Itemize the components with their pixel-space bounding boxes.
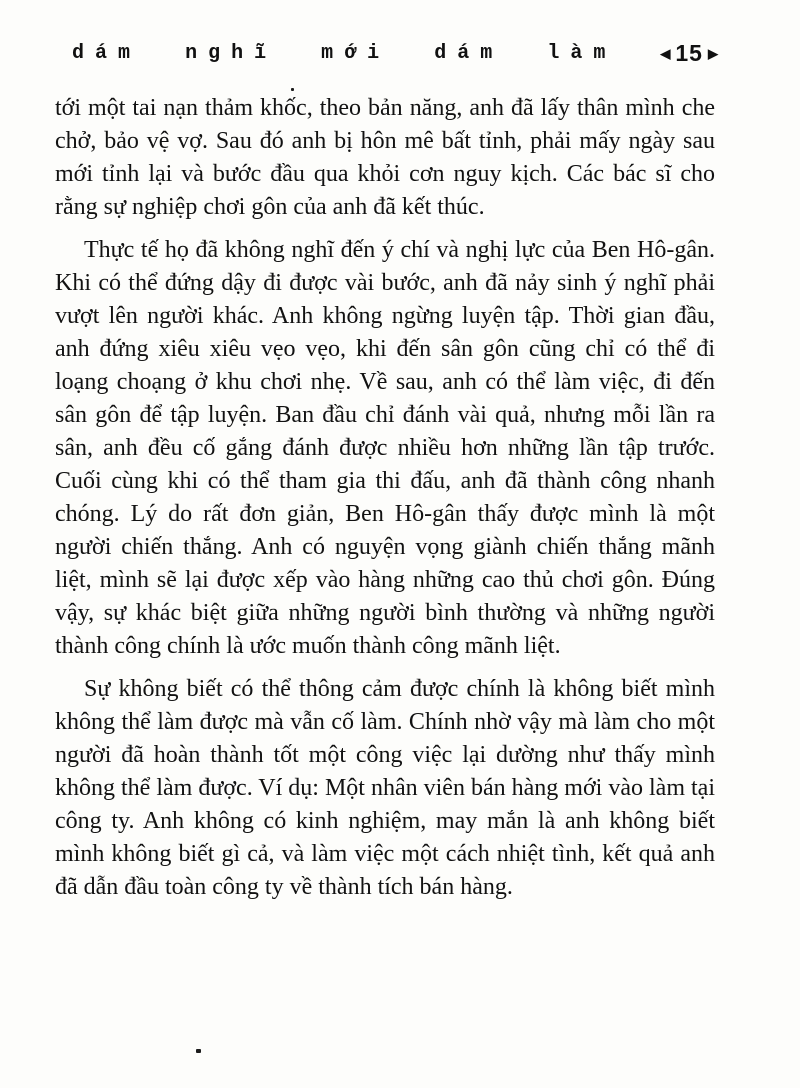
running-head-word: mới [321, 42, 391, 65]
left-triangle-icon: ◀ [660, 46, 671, 61]
scan-speck [291, 88, 294, 91]
running-head [72, 42, 718, 65]
paragraph-continuation: tới một tai nạn thảm khốc, theo bản năng, anh đã lấy thân mình che chở, bảo vệ vợ. Sau đó anh bị hôn mê bất tỉnh, phải mấy ngày sau mới tỉnh lại và bước đầu qua khỏi cơn nguy kịch. Các bác sĩ cho rằng sự nghiệp chơi gôn của anh đã kết thúc. [55, 95, 715, 220]
running-head-word: dám [434, 42, 504, 65]
paragraph: Sự không biết có thể thông cảm được chính là không biết mình không thể làm được mà vẫn cố làm. Chính nhờ vậy mà làm cho một người đã hoàn thành tốt một công việc lại dường như thấy mình không thể làm được. Ví dụ: Một nhân viên bán hàng mới vào làm tại công ty. Anh không có kinh nghiệm, may mắn là anh không biết mình không biết gì cả, và làm việc một cách nhiệt tình, kết quả anh đã dẫn đầu toàn công ty về thành tích bán hàng. [55, 676, 715, 900]
right-triangle-icon: ▶ [707, 46, 718, 61]
running-head-word: làm [547, 42, 617, 65]
page-number: 15 [675, 40, 703, 66]
page-body-text [55, 92, 715, 914]
paragraph: Thực tế họ đã không nghĩ đến ý chí và nghị lực của Ben Hô-gân. Khi có thể đứng dậy đi được vài bước, anh đã nảy sinh ý nghĩ phải vượt lên người khác. Anh không ngừng luyện tập. Thời gian đầu, anh đứng xiêu xiêu vẹo vẹo, khi đến sân gôn cũng chỉ có thể đi loạng choạng ở khu chơi nhẹ. Về sau, anh có thể làm việc, đi đến sân gôn để tập luyện. Ban đầu chỉ đánh vài quả, nhưng mỗi lần ra sân, anh đều cố gắng đánh được nhiều hơn những lần tập trước. Cuối cùng khi có thể tham gia thi đấu, anh đã thành công nhanh chóng. Lý do rất đơn giản, Ben Hô-gân thấy được mình là một người chiến thắng. Anh có nguyện vọng giành chiến thắng mãnh liệt, mình sẽ lại được xếp vào hàng những cao thủ chơi gôn. Đúng vậy, sự khác biệt giữa những người bình thường và những người thành công chính là ước muốn thành công mãnh liệt. [55, 237, 715, 659]
running-head-word: dám [72, 42, 142, 65]
page-number-group [660, 42, 718, 65]
scan-speck [196, 1049, 201, 1053]
running-head-word: nghĩ [185, 42, 278, 65]
